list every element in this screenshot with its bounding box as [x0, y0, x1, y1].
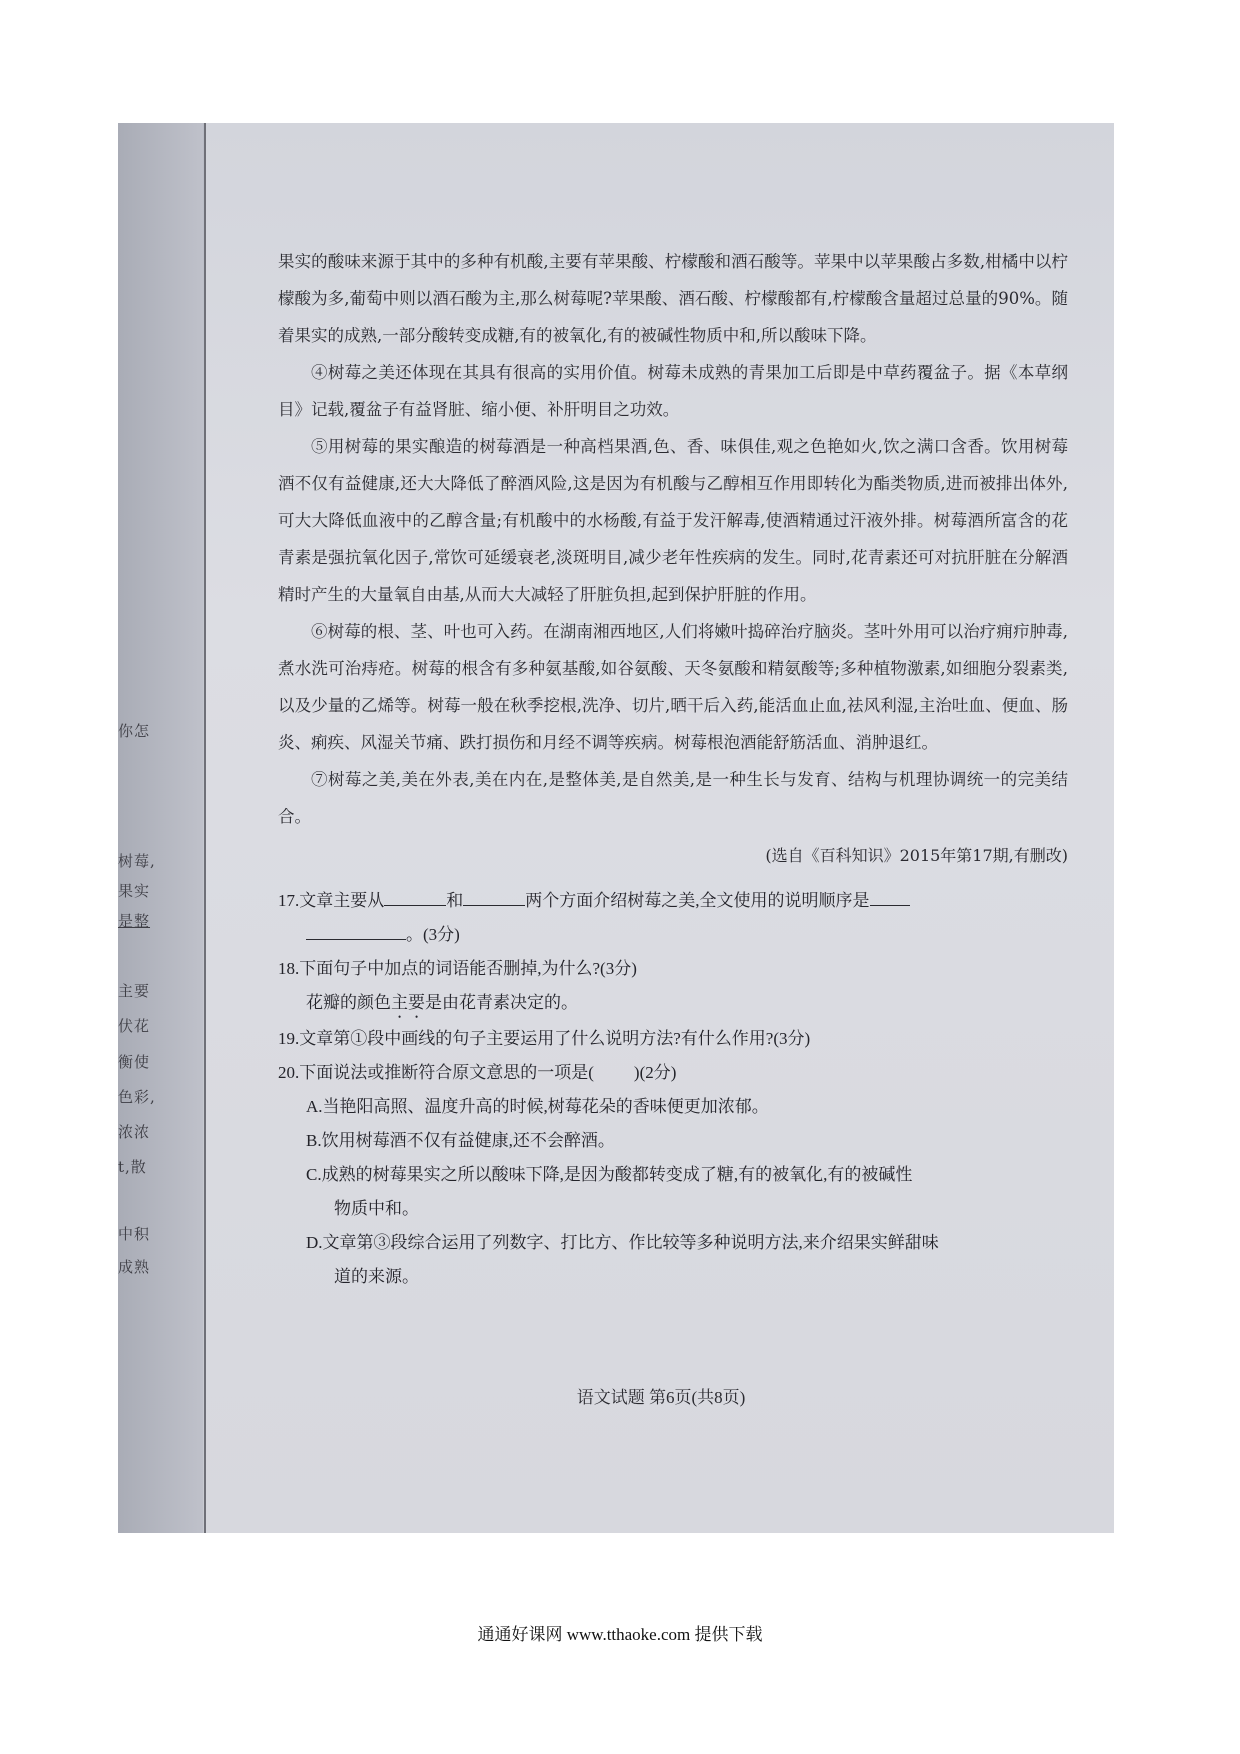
q20-option-b: B.饮用树莓酒不仅有益健康,还不会醉酒。 [306, 1131, 615, 1150]
q20-option-d-cont: 道的来源。 [334, 1267, 419, 1286]
left-fragment: 主要 [118, 982, 151, 1000]
question-17 [278, 884, 1068, 918]
question-19: 19.文章第①段中画线的句子主要运用了什么说明方法?有什么作用?(3分) [278, 1029, 811, 1048]
exam-content [278, 243, 1068, 1294]
q17-mid1: 和 [446, 891, 464, 910]
q18-sentence-pre: 花瓣的颜色 [306, 993, 391, 1012]
left-fragment: 成熟 [118, 1258, 151, 1276]
left-fragment: 色彩, [118, 1088, 156, 1106]
source-citation: (选自《百科知识》2015年第17期,有删改) [765, 846, 1068, 865]
question-18: 18.下面句子中加点的词语能否删掉,为什么?(3分) [278, 959, 637, 978]
left-fragment: t,散 [118, 1158, 147, 1176]
scanned-photo [118, 123, 1114, 1533]
download-caption: 通通好课网 www.tthaoke.com 提供下载 [477, 1625, 763, 1644]
q20-option-d: D.文章第③段综合运用了列数字、打比方、作比较等多种说明方法,来介绍果实鲜甜味 [306, 1233, 939, 1252]
question-17-cont [278, 918, 1068, 952]
q17-blank-1[interactable] [384, 885, 446, 906]
left-fragment: 浓浓 [118, 1123, 151, 1141]
question-20 [278, 1056, 1068, 1090]
paragraph-4: ④树莓之美还体现在其具有很高的实用价值。树莓未成熟的青果加工后即是中草药覆盆子。据《本草纲目》记载,覆盆子有益肾脏、缩小便、补肝明目之功效。 [278, 363, 1068, 419]
q17-blank-3-cont[interactable] [306, 919, 406, 940]
q17-end: 。(3分) [406, 925, 460, 944]
q18-dotted-word: 主要 [391, 993, 425, 1012]
q20-post: )(2分) [633, 1063, 677, 1082]
q17-mid2: 两个方面介绍树莓之美,全文使用的说明顺序是 [525, 891, 870, 910]
left-page-fragments [118, 123, 203, 1533]
q17-prefix: 17.文章主要从 [278, 891, 385, 910]
left-fragment: 是整 [118, 912, 151, 930]
q17-blank-3[interactable] [870, 885, 910, 906]
left-fragment: 衡使 [118, 1053, 151, 1071]
left-fragment: 伏花 [118, 1017, 151, 1035]
paragraph-6: ⑥树莓的根、茎、叶也可入药。在湖南湘西地区,人们将嫩叶捣碎治疗脑炎。茎叶外用可以治疗痈疖肿毒,煮水洗可治痔疮。树莓的根含有多种氨基酸,如谷氨酸、天冬氨酸和精氨酸等;多种植物激素,如细胞分裂素类,以及少量的乙烯等。树莓一般在秋季挖根,洗净、切片,晒干后入药,能活血止血,祛风利湿,主治吐血、便血、肠炎、痢疾、风湿关节痛、跌打损伤和月经不调等疾病。树莓根泡酒能舒筋活血、消肿退红。 [278, 622, 1068, 752]
exam-page [204, 123, 1114, 1533]
question-18-sentence [278, 986, 1068, 1022]
q20-option-c-cont: 物质中和。 [334, 1199, 419, 1218]
q20-pre: 20.下面说法或推断符合原文意思的一项是( [278, 1063, 594, 1082]
paragraph-7: ⑦树莓之美,美在外表,美在内在,是整体美,是自然美,是一种生长与发育、结构与机理协调统一的完美结合。 [278, 770, 1068, 826]
left-fragment: 你怎 [118, 722, 151, 740]
paragraph-3: 果实的酸味来源于其中的多种有机酸,主要有苹果酸、柠檬酸和酒石酸等。苹果中以苹果酸占多数,柑橘中以柠檬酸为多,葡萄中则以酒石酸为主,那么树莓呢?苹果酸、酒石酸、柠檬酸都有,柠檬酸含量超过总量的90%。随着果实的成熟,一部分酸转变成糖,有的被氧化,有的被碱性物质中和,所以酸味下降。 [278, 252, 1068, 345]
q20-option-c: C.成熟的树莓果实之所以酸味下降,是因为酸都转变成了糖,有的被氧化,有的被碱性 [306, 1165, 913, 1184]
q20-option-a: A.当艳阳高照、温度升高的时候,树莓花朵的香味便更加浓郁。 [306, 1097, 769, 1116]
q17-blank-2[interactable] [463, 885, 525, 906]
paragraph-5: ⑤用树莓的果实酿造的树莓酒是一种高档果酒,色、香、味俱佳,观之色艳如火,饮之满口含香。饮用树莓酒不仅有益健康,还大大降低了醉酒风险,这是因为有机酸与乙醇相互作用即转化为酯类物质,进而被排出体外,可大大降低血液中的乙醇含量;有机酸中的水杨酸,有益于发汗解毒,使酒精通过汗液外排。树莓酒所富含的花青素是强抗氧化因子,常饮可延缓衰老,淡斑明目,减少老年性疾病的发生。同时,花青素还可对抗肝脏在分解酒精时产生的大量氧自由基,从而大大减轻了肝脏负担,起到保护肝脏的作用。 [278, 437, 1068, 604]
page-footer: 语文试题 第6页(共8页) [576, 1388, 746, 1407]
left-fragment: 中积 [118, 1225, 151, 1243]
left-fragment: 果实 [118, 882, 151, 900]
left-fragment: 树莓, [118, 852, 156, 870]
left-page-edge [118, 123, 203, 1533]
q18-sentence-post: 是由花青素决定的。 [425, 993, 578, 1012]
